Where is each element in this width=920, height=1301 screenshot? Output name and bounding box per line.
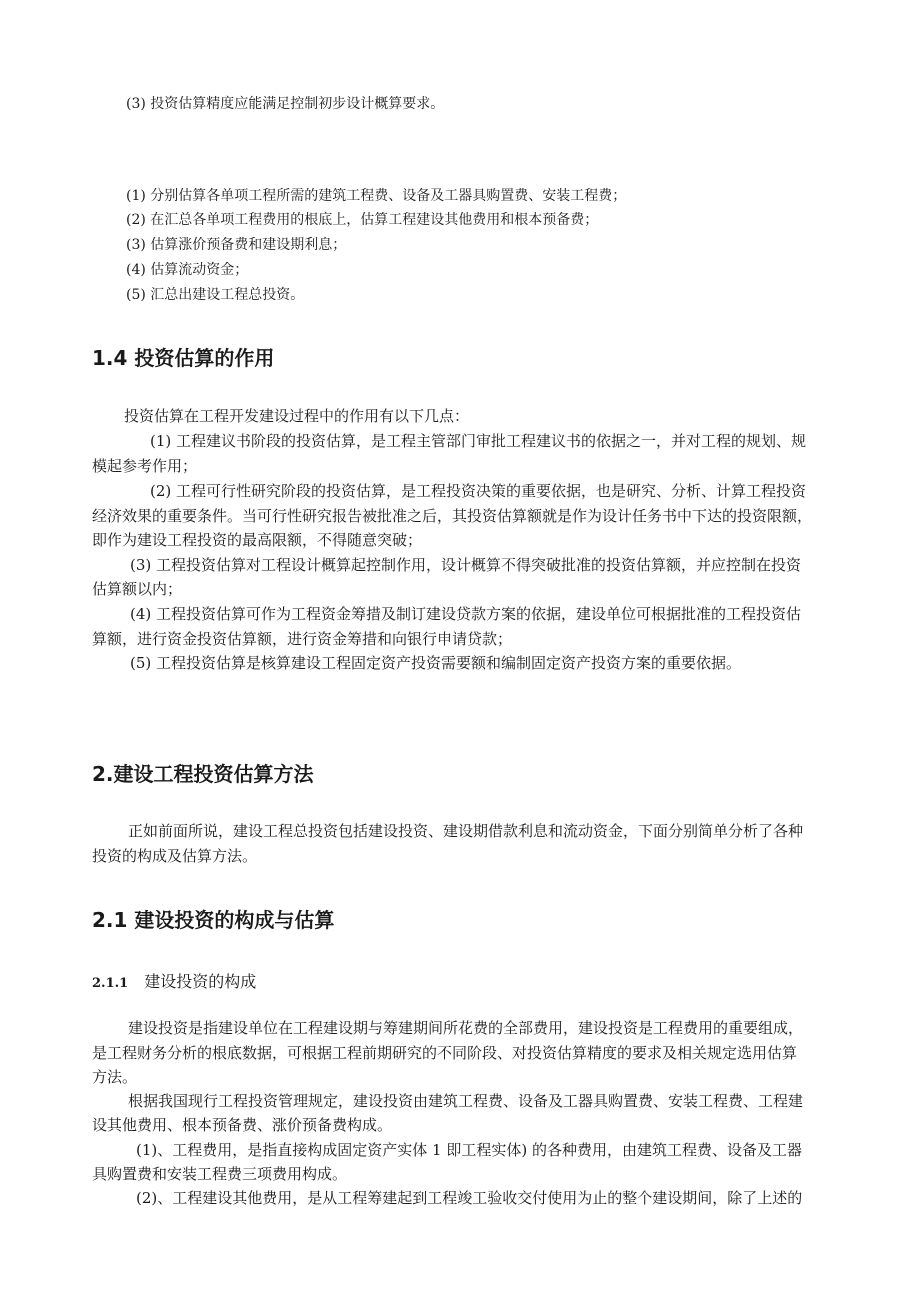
paragraph-line: 模起参考作用；	[92, 457, 198, 475]
paragraph-line: 是工程财务分析的根底数据，可根据工程前期研究的不同阶段、对投资估算精度的要求及相关规定选用估算	[92, 1044, 798, 1062]
paragraph-line: 经济效果的重要条件。当可行性研究报告被批准之后，其投资估算额就是作为设计任务书中下达的投资限额，	[92, 507, 813, 525]
paragraph-line: 投资估算在工程开发建设过程中的作用有以下几点：	[124, 407, 470, 425]
section-heading-2: 2.建设工程投资估算方法	[92, 762, 314, 786]
paragraph-line: 算额，进行资金投资估算额，进行资金筹措和向银行申请贷款；	[92, 630, 513, 648]
section-heading-1-4: 1.4 投资估算的作用	[92, 346, 275, 370]
paragraph-line: (5) 工程投资估算是核算建设工程固定资产投资需要额和编制固定资产投资方案的重要依据。	[130, 654, 742, 672]
section-heading-2-1: 2.1 建设投资的构成与估算	[92, 908, 335, 932]
step-item: (3) 估算涨价预备费和建设期利息；	[126, 237, 347, 253]
step-item: (5) 汇总出建设工程总投资。	[126, 287, 305, 303]
step-item: (1) 分别估算各单项工程所需的建筑工程费、设备及工器具购置费、安装工程费；	[126, 188, 627, 204]
paragraph-line: (4) 工程投资估算可作为工程资金筹措及制订建设贷款方案的依据，建设单位可根据批准的工程投资估	[130, 605, 802, 623]
section-heading-2-1-1	[92, 971, 256, 995]
step-item: (4) 估算流动资金；	[126, 262, 249, 278]
paragraph-line: 正如前面所说，建设工程总投资包括建设投资、建设期借款利息和流动资金，下面分别简单分析了各种	[128, 822, 804, 840]
step-item: (2) 在汇总各单项工程费用的根底上，估算工程建设其他费用和根本预备费；	[126, 212, 599, 228]
paragraph-line: 估算额以内；	[92, 580, 183, 598]
paragraph-line: (1)、工程费用，是指直接构成固定资产实体 1 即工程实体) 的各种费用，由建筑工程费、设备及工器	[136, 1141, 802, 1159]
paragraph-line: 方法。	[92, 1068, 138, 1086]
paragraph-line: 建设投资是指建设单位在工程建设期与筹建期间所花费的全部费用，建设投资是工程费用的重要组成，	[128, 1019, 804, 1037]
paragraph-line: (2) 工程可行性研究阶段的投资估算，是工程投资决策的重要依据，也是研究、分析、计算工程投资	[150, 482, 807, 500]
paragraph-line: 投资的构成及估算方法。	[92, 847, 258, 865]
paragraph-line: (3) 工程投资估算对工程设计概算起控制作用，设计概算不得突破批准的投资估算额，并应控制在投资	[130, 556, 802, 574]
paragraph-line: 设其他费用、根本预备费、涨价预备费构成。	[92, 1116, 393, 1134]
paragraph-line: (1) 工程建议书阶段的投资估算，是工程主管部门审批工程建议书的依据之一，并对工程的规划、规	[150, 432, 807, 450]
paragraph-line: 根据我国现行工程投资管理规定，建设投资由建筑工程费、设备及工器具购置费、安装工程费、工程建	[128, 1092, 804, 1110]
section-title: 建设投资的构成	[144, 972, 257, 991]
paragraph-line: (2)、工程建设其他费用，是从工程筹建起到工程竣工验收交付使用为止的整个建设期间，除了上述的	[136, 1189, 803, 1207]
intro-item-3: (3) 投资估算精度应能满足控制初步设计概算要求。	[126, 96, 445, 112]
section-number: 2.1.1	[92, 976, 129, 991]
paragraph-line: 具购置费和安装工程费三项费用构成。	[92, 1165, 348, 1183]
paragraph-line: 即作为建设工程投资的最高限额，不得随意突破；	[92, 531, 423, 549]
